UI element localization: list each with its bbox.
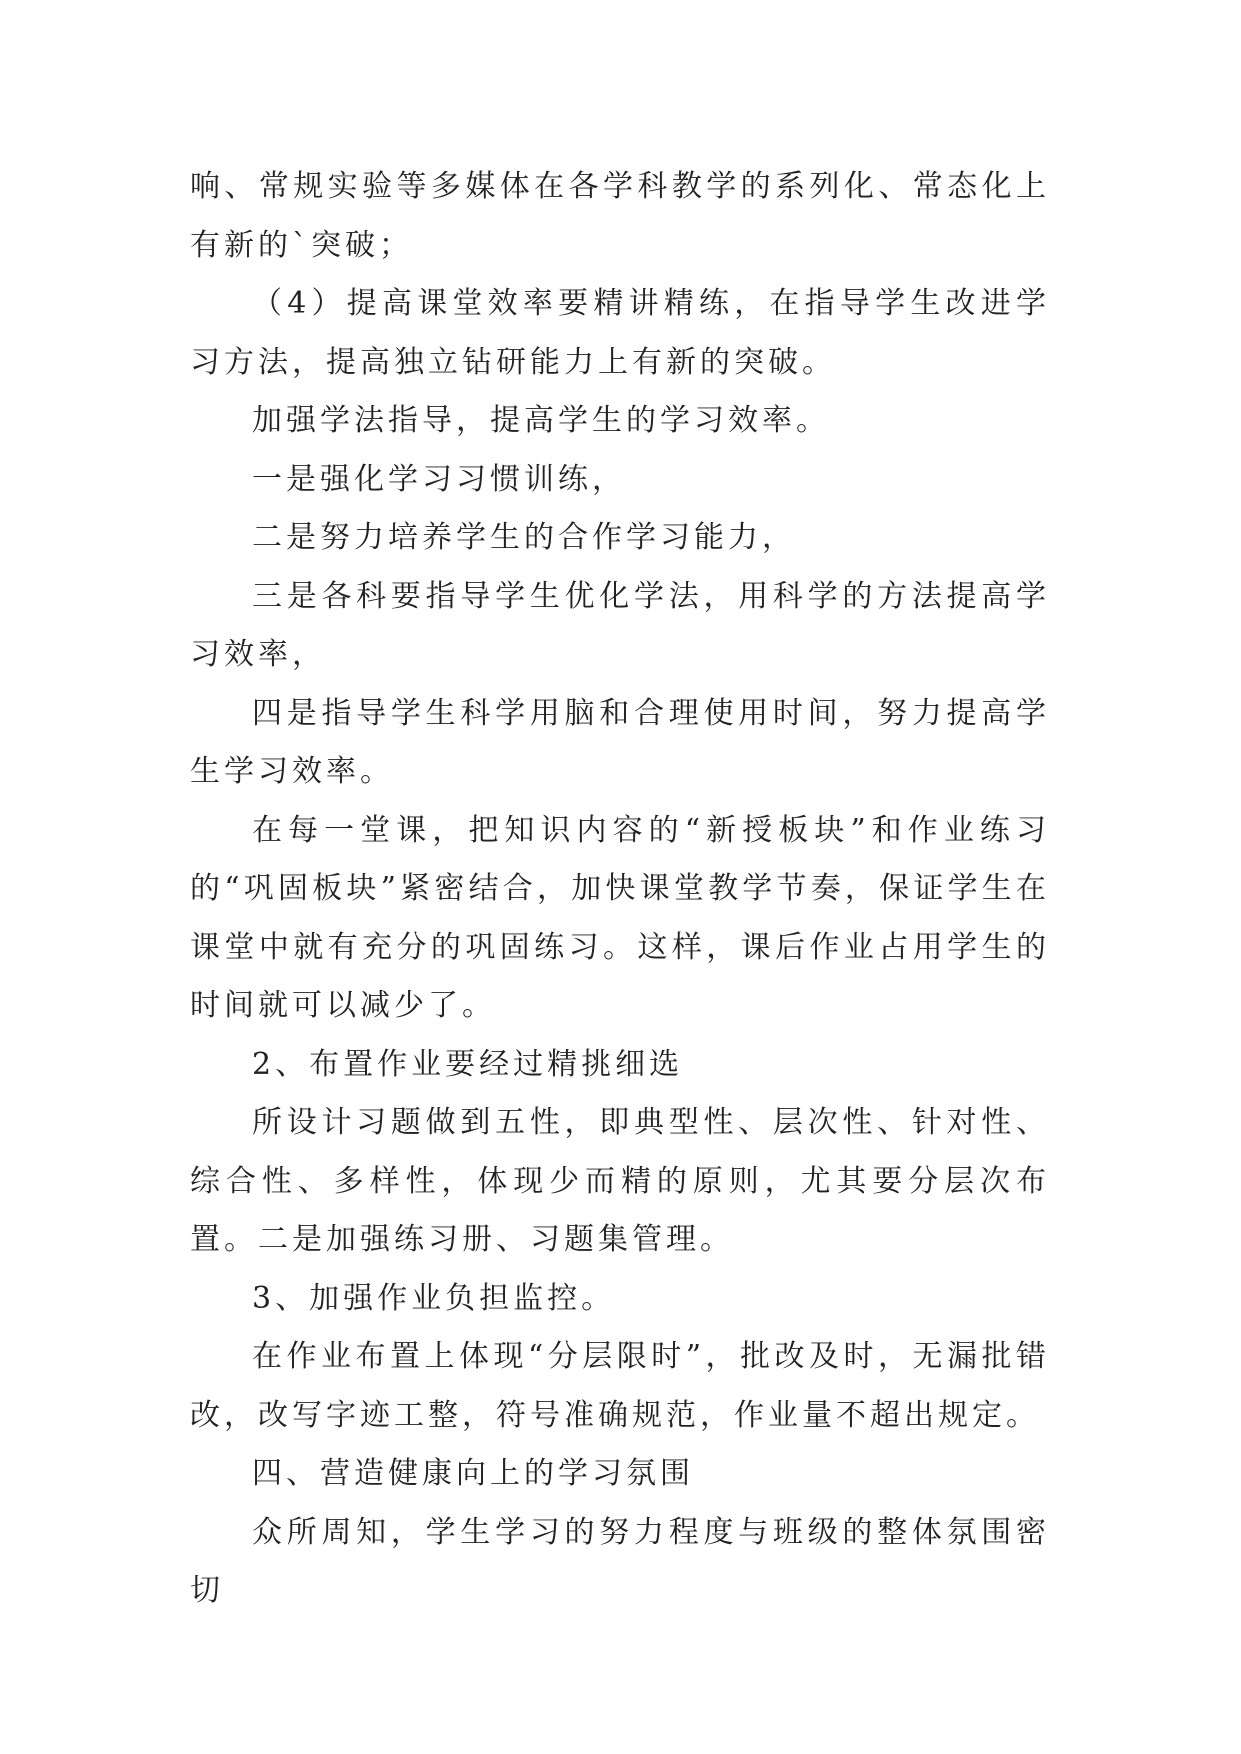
- paragraph-exercise-design: 所设计习题做到五性，即典型性、层次性、针对性、综合性、多样性，体现少而精的原则，尤其要分层次布置。二是加强练习册、习题集管理。: [190, 1105, 1050, 1257]
- paragraph-continuation: 响、常规实验等多媒体在各学科教学的系列化、常态化上有新的`突破；: [190, 169, 1050, 263]
- paragraph-homework-layout: 在作业布置上体现“分层限时”，批改及时，无漏批错改，改写字迹工整，符号准确规范，作业量不超出规定。: [190, 1339, 1050, 1433]
- section-heading-learning-atmosphere: 四、营造健康向上的学习氛围: [252, 1456, 694, 1491]
- paragraph-point-three: 三是各科要指导学生优化学法，用科学的方法提高学习效率，: [190, 578, 1050, 672]
- document-body: [190, 158, 1050, 1621]
- paragraph-point-two: 二是努力培养学生的合作学习能力，: [252, 520, 796, 555]
- paragraph-study-method: 加强学法指导，提高学生的学习效率。: [252, 403, 830, 438]
- paragraph-item-4: （4）提高课堂效率要精讲精练，在指导学生改进学习方法，提高独立钻研能力上有新的突破。: [190, 286, 1050, 380]
- section-heading-homework-monitoring: 3、加强作业负担监控。: [252, 1280, 616, 1316]
- paragraph-point-one: 一是强化学习习惯训练，: [252, 461, 626, 497]
- paragraph-atmosphere-intro: 众所周知，学生学习的努力程度与班级的整体氛围密切: [190, 1514, 1050, 1608]
- paragraph-point-four: 四是指导学生科学用脑和合理使用时间，努力提高学生学习效率。: [190, 695, 1050, 789]
- section-heading-homework-selection: 2、布置作业要经过精挑细选: [252, 1046, 684, 1082]
- paragraph-class-blocks: 在每一堂课，把知识内容的“新授板块”和作业练习的“巩固板块”紧密结合，加快课堂教学节奏，保证学生在课堂中就有充分的巩固练习。这样，课后作业占用学生的时间就可以减少了。: [190, 812, 1050, 1023]
